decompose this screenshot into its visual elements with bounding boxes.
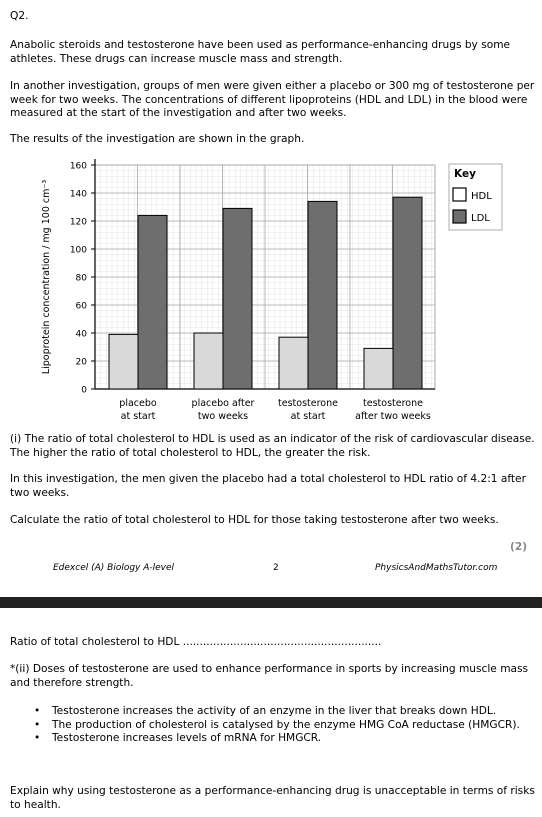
explain-instruction: Explain why using testosterone as a performance-enhancing drug is unacceptable in terms of risks to health. bbox=[10, 785, 535, 811]
y-tick-label: 140 bbox=[69, 189, 87, 200]
bullet-item: • Testosterone increases the activity of an enzyme in the liver that breaks down HDL. bbox=[34, 705, 534, 719]
bar-hdl bbox=[194, 333, 223, 389]
x-category-label: testosterone bbox=[363, 398, 423, 409]
x-category-label: testosterone bbox=[278, 398, 338, 409]
bullet-item: • The production of cholesterol is catalysed by the enzyme HMG CoA reductase (HMGCR). bbox=[34, 719, 534, 733]
lipoprotein-bar-chart bbox=[0, 150, 542, 432]
bar-ldl bbox=[138, 215, 167, 389]
fact-bullet-list bbox=[34, 705, 534, 746]
footer-website: PhysicsAndMathsTutor.com bbox=[375, 563, 498, 573]
bar-hdl bbox=[109, 334, 138, 389]
bullet-item: • Testosterone increases levels of mRNA for HMGCR. bbox=[34, 732, 534, 746]
bar-ldl bbox=[393, 197, 422, 389]
legend-label: HDL bbox=[471, 191, 492, 202]
investigation-paragraph: In another investigation, groups of men were given either a placebo or 300 mg of testosterone per week for two weeks. The concentrations of different lipoproteins (HDL and LDL) in the blood were measured at the start of the investigation and after two weeks. bbox=[10, 80, 535, 119]
x-category-label: placebo after bbox=[191, 398, 255, 409]
y-tick-label: 160 bbox=[69, 161, 87, 172]
y-tick-label: 0 bbox=[81, 385, 87, 396]
footer-page-number: 2 bbox=[273, 563, 279, 573]
y-tick-label: 40 bbox=[75, 329, 87, 340]
intro-paragraph: Anabolic steroids and testosterone have been used as performance-enhancing drugs by some athletes. These drugs can increase muscle mass and strength. bbox=[10, 39, 511, 65]
x-category-label: placebo bbox=[119, 398, 157, 409]
legend-swatch bbox=[453, 210, 466, 223]
y-tick-label: 60 bbox=[75, 301, 87, 312]
question-number: Q2. bbox=[10, 10, 29, 22]
footer-exam-board: Edexcel (A) Biology A-level bbox=[53, 563, 175, 573]
y-axis-label: Lipoprotein concentration / mg 100 cm⁻³ bbox=[41, 179, 52, 375]
legend-label: LDL bbox=[471, 213, 490, 224]
bar-hdl bbox=[279, 337, 308, 389]
part-i-paragraph: (i) The ratio of total cholesterol to HDL is used as an indicator of the risk of cardiovascular disease. The higher the ratio of total cholesterol to HDL, the greater the risk. bbox=[10, 433, 535, 459]
x-category-label: at start bbox=[290, 411, 326, 422]
legend-swatch bbox=[453, 188, 466, 201]
x-category-label: after two weeks bbox=[355, 411, 431, 422]
bar-ldl bbox=[223, 208, 252, 389]
y-tick-label: 20 bbox=[75, 357, 87, 368]
page-divider bbox=[0, 597, 542, 608]
placebo-ratio-paragraph: In this investigation, the men given the placebo had a total cholesterol to HDL ratio of 4.2:1 after two weeks. bbox=[10, 473, 526, 499]
y-tick-label: 80 bbox=[75, 273, 87, 284]
part-ii-paragraph: *(ii) Doses of testosterone are used to enhance performance in sports by increasing muscle mass and therefore strength. bbox=[10, 663, 529, 689]
x-category-label: two weeks bbox=[197, 411, 249, 422]
calculate-instruction: Calculate the ratio of total cholesterol to HDL for those taking testosterone after two weeks. bbox=[10, 514, 499, 526]
legend bbox=[449, 164, 502, 230]
bar-ldl bbox=[308, 201, 337, 389]
bar-hdl bbox=[364, 348, 393, 389]
results-intro: The results of the investigation are shown in the graph. bbox=[10, 133, 305, 145]
y-tick-label: 120 bbox=[69, 217, 87, 228]
legend-title: Key bbox=[454, 168, 476, 180]
y-tick-label: 100 bbox=[69, 245, 87, 256]
x-category-label: at start bbox=[120, 411, 156, 422]
marks-label: (2) bbox=[510, 541, 528, 553]
ratio-answer-line[interactable]: Ratio of total cholesterol to HDL ........................................................... bbox=[10, 636, 382, 648]
